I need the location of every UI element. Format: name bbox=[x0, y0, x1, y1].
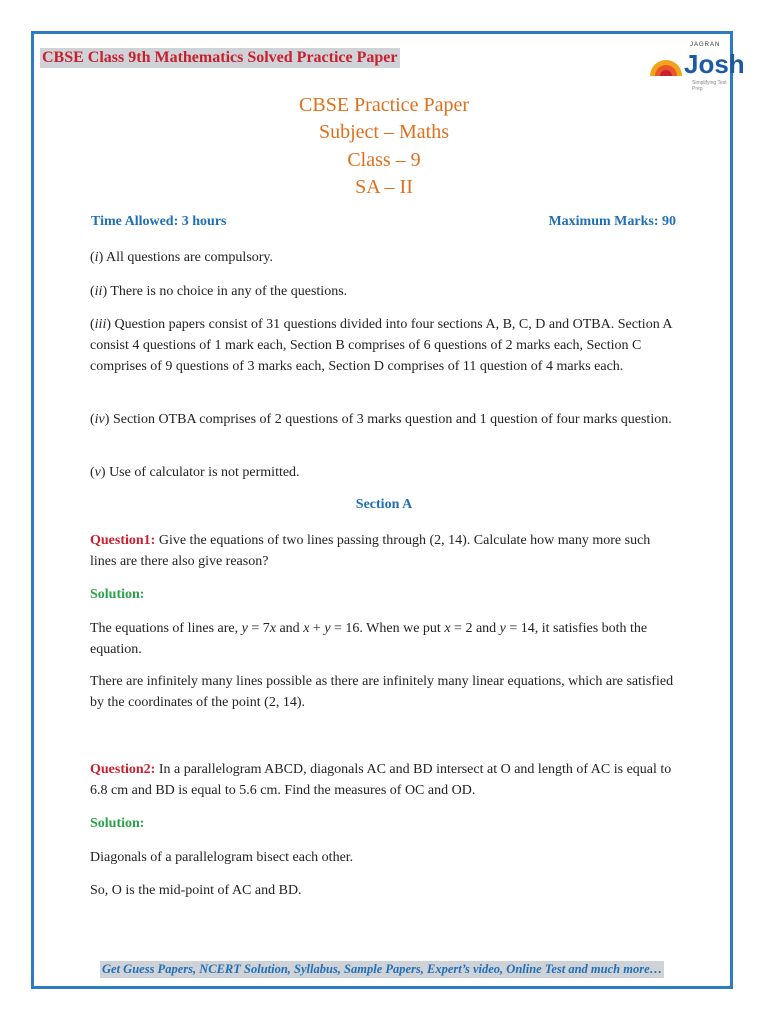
subject-title: Subject – Maths bbox=[319, 121, 449, 143]
question-1: Question1: Give the equations of two lines passing through (2, 14). Calculate how many more such lines are there also give reason? bbox=[90, 533, 651, 569]
footer-promo-link[interactable]: Get Guess Papers, NCERT Solution, Syllabus, Sample Papers, Expert’s video, Online Test and much more… bbox=[102, 962, 663, 976]
paper-title: CBSE Practice Paper bbox=[299, 94, 469, 116]
class-title: Class – 9 bbox=[347, 149, 421, 171]
question-1-label: Question1: bbox=[90, 533, 156, 548]
jagran-josh-logo bbox=[646, 40, 745, 92]
section-heading: Section A bbox=[355, 497, 413, 512]
question-1-solution-text-2: There are infinitely many lines possible as there are infinitely many linear equations, which are satisfied by the coordinates of the point (2, 14). bbox=[90, 674, 674, 710]
instruction-1: (i) All questions are compulsory. bbox=[90, 250, 274, 265]
question-2-solution-text-2: So, O is the mid-point of AC and BD. bbox=[90, 883, 302, 898]
instruction-3: (iii) Question papers consist of 31 questions divided into four sections A, B, C, D and OTBA. Section A consist 4 questions of 1 mark each, Section B comprises of 6 questions of 2 marks each, Section C comprises of 9 questions of 3 marks each, Section D comprises of 11 question of 4 marks each. bbox=[90, 317, 672, 374]
question-2-label: Question2: bbox=[90, 762, 156, 777]
maximum-marks: Maximum Marks: 90 bbox=[548, 214, 676, 229]
question-2-solution-text-1: Diagonals of a parallelogram bisect each other. bbox=[90, 850, 354, 865]
logo-brand: Josh bbox=[684, 49, 745, 79]
question-1-solution-text-1: The equations of lines are, y = 7x and x + y = 16. When we put x = 2 and y = 14, it satisfies both the equation. bbox=[90, 621, 648, 657]
header-title: CBSE Class 9th Mathematics Solved Practice Paper bbox=[42, 49, 398, 66]
sunrise-icon bbox=[648, 54, 684, 78]
instruction-5: (v) Use of calculator is not permitted. bbox=[90, 465, 300, 480]
question-2: Question2: In a parallelogram ABCD, diagonals AC and BD intersect at O and length of AC is equal to 6.8 cm and BD is equal to 5.6 cm. Find the measures of OC and OD. bbox=[90, 762, 672, 798]
question-2-solution-label: Solution: bbox=[90, 816, 145, 831]
time-allowed: Time Allowed: 3 hours bbox=[91, 214, 227, 229]
question-1-solution-label: Solution: bbox=[90, 587, 145, 602]
logo-tagline: Simplifying Test Prep bbox=[692, 80, 727, 92]
logo-small-text: JAGRAN bbox=[690, 42, 721, 48]
term-title: SA – II bbox=[355, 176, 413, 198]
instruction-4: (iv) Section OTBA comprises of 2 questions of 3 marks question and 1 question of four marks question. bbox=[90, 412, 672, 427]
instruction-2: (ii) There is no choice in any of the questions. bbox=[90, 284, 348, 299]
